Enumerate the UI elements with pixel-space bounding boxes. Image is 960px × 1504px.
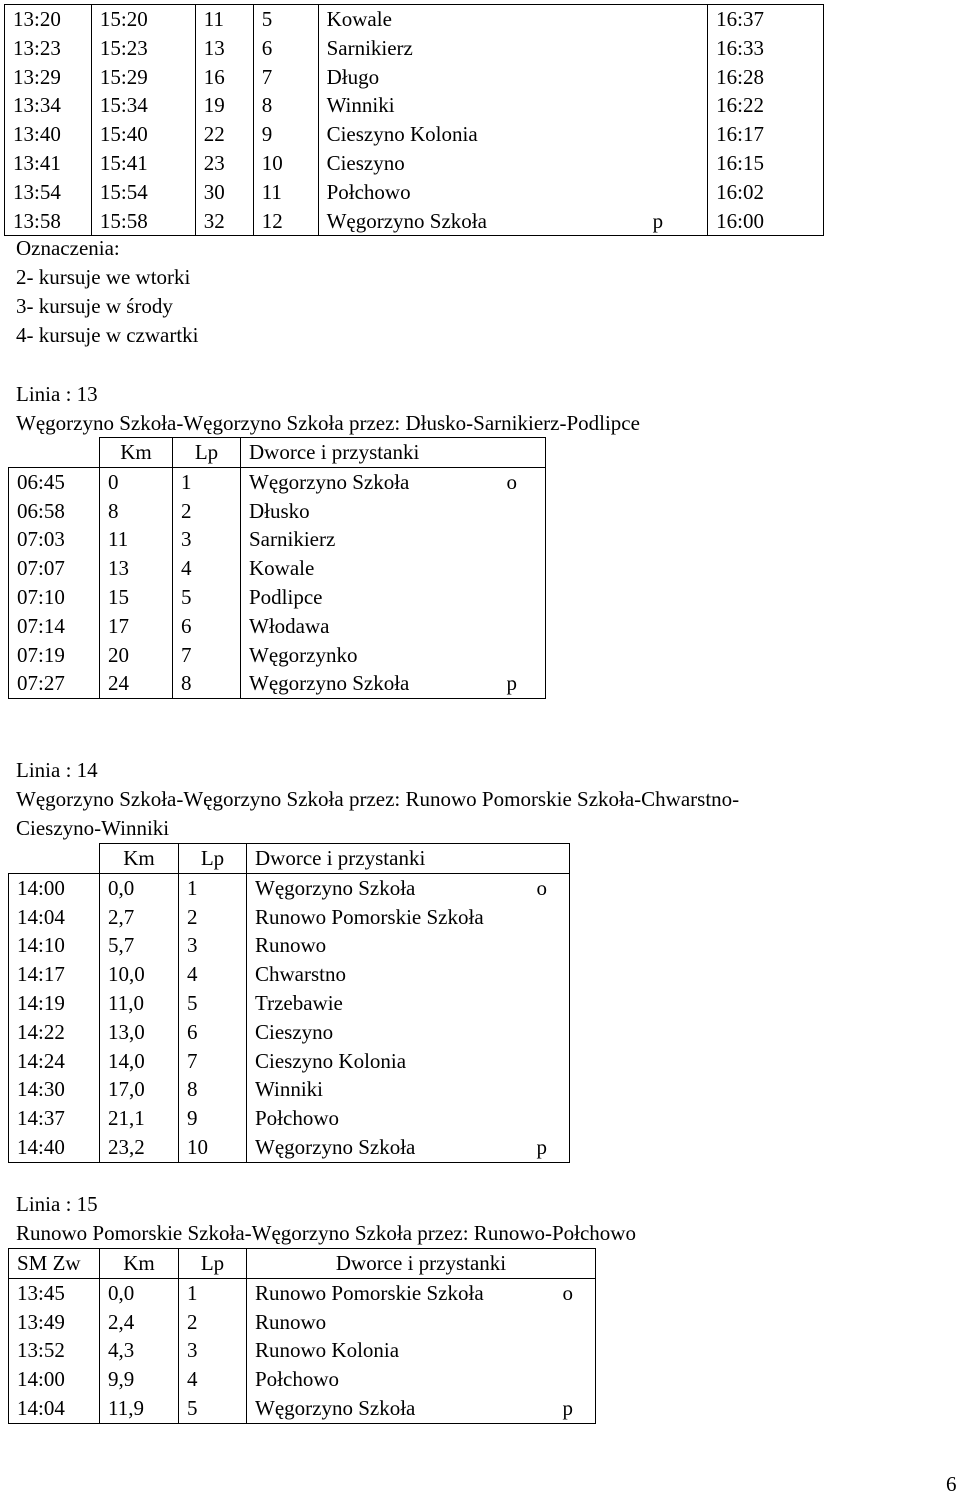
stop-name-wrap	[255, 1133, 569, 1162]
departure-time-cell: 15:20	[91, 5, 195, 34]
stop-number-cell: 8	[179, 1075, 247, 1104]
time-cell: 13:49	[9, 1308, 100, 1337]
stop-flag	[517, 583, 545, 612]
time-cell: 14:04	[9, 903, 100, 932]
stop-number-cell: 10	[179, 1133, 247, 1162]
header-stops: Dworce i przystanki	[247, 844, 570, 874]
arrival-time-cell: 16:15	[708, 149, 824, 178]
header-lp: Lp	[179, 1249, 247, 1279]
arrival-time-cell: 16:33	[708, 34, 824, 63]
stop-name-cell	[247, 1365, 596, 1394]
stop-name: Kowale	[326, 7, 392, 31]
time-cell: 07:19	[9, 641, 100, 670]
stop-name-wrap	[327, 149, 708, 178]
stop-number-cell: 3	[179, 931, 247, 960]
stop-name-cell	[318, 207, 708, 236]
time-cell: 13:52	[9, 1336, 100, 1365]
stop-name-cell	[247, 1018, 570, 1047]
departure-time-cell: 15:40	[91, 120, 195, 149]
time-cell: 07:10	[9, 583, 100, 612]
stop-name: Połchowo	[255, 1106, 339, 1131]
stop-number-cell: 8	[173, 669, 241, 698]
stop-number-cell: 5	[253, 5, 318, 34]
table-row	[5, 178, 824, 207]
stop-name-cell	[247, 1336, 596, 1365]
legend-item: 3- kursuje w środy	[16, 294, 173, 318]
time-cell: 07:14	[9, 612, 100, 641]
stop-name-cell	[318, 63, 708, 92]
stop-name: Węgorzyno Szkoła	[255, 875, 416, 900]
table-row	[9, 1133, 570, 1162]
line-title: Linia : 15	[16, 1192, 98, 1216]
km-cell: 11	[195, 5, 253, 34]
arrival-time-cell: 16:37	[708, 5, 824, 34]
stop-name-cell	[247, 1047, 570, 1076]
stop-flag	[663, 63, 707, 92]
table-row	[5, 149, 824, 178]
stop-number-cell: 5	[179, 989, 247, 1018]
km-cell: 8	[100, 497, 173, 526]
time-cell: 14:00	[9, 1365, 100, 1394]
stop-flag	[573, 1336, 595, 1365]
km-cell: 0,0	[100, 873, 179, 902]
stop-name: Runowo	[255, 1309, 327, 1334]
km-cell: 5,7	[100, 931, 179, 960]
stop-name: Cieszyno Kolonia	[326, 122, 478, 147]
stop-name: Kowale	[249, 556, 315, 581]
stop-name-wrap	[255, 1018, 569, 1047]
time-cell: 14:10	[9, 931, 100, 960]
stop-flag	[547, 931, 569, 960]
stop-name-wrap	[255, 903, 569, 932]
header-time	[9, 438, 100, 468]
stop-name-wrap	[249, 583, 545, 612]
departure-time-cell: 15:54	[91, 178, 195, 207]
stop-name-cell	[247, 931, 570, 960]
time-cell: 06:58	[9, 497, 100, 526]
table-row	[9, 669, 546, 698]
legend-item: 4- kursuje w czwartki	[16, 323, 199, 347]
stop-name-cell	[318, 120, 708, 149]
line-title: Linia : 13	[16, 382, 98, 406]
stop-flag	[547, 1047, 569, 1076]
km-cell: 0	[100, 467, 173, 496]
km-cell: 0,0	[100, 1278, 179, 1307]
stop-number-cell: 4	[173, 554, 241, 583]
stop-name: Cieszyno	[255, 1019, 334, 1044]
time-cell: 14:00	[9, 873, 100, 902]
stop-name: Winniki	[255, 1077, 323, 1102]
km-cell: 15	[100, 583, 173, 612]
stop-name-cell	[247, 1308, 596, 1337]
route-description: Węgorzyno Szkoła-Węgorzyno Szkoła przez: Dłusko-Sarnikierz-Podlipce	[16, 411, 640, 435]
stop-flag	[547, 1018, 569, 1047]
stop-name-wrap	[255, 931, 569, 960]
stop-flag	[517, 497, 545, 526]
km-cell: 16	[195, 63, 253, 92]
arrival-time-cell: 16:22	[708, 91, 824, 120]
table-row	[5, 207, 824, 236]
km-cell: 17,0	[100, 1075, 179, 1104]
stop-name-wrap	[255, 874, 569, 903]
stop-name-cell	[247, 1104, 570, 1133]
stop-name-cell	[318, 5, 708, 34]
km-cell: 23,2	[100, 1133, 179, 1162]
table-row	[9, 1394, 596, 1423]
departure-time-cell: 15:34	[91, 91, 195, 120]
stop-name: Sarnikierz	[249, 527, 336, 552]
stop-name-cell	[247, 1133, 570, 1162]
departure-time-cell: 13:20	[13, 7, 61, 31]
km-cell: 19	[195, 91, 253, 120]
table-row	[5, 91, 824, 120]
stop-name: Sarnikierz	[326, 35, 413, 60]
table-row	[5, 5, 824, 34]
table-row	[9, 960, 570, 989]
stop-number-cell: 5	[179, 1394, 247, 1423]
stop-name-cell	[247, 989, 570, 1018]
table-row	[9, 873, 570, 902]
stop-flag	[547, 903, 569, 932]
stop-name-cell	[241, 497, 546, 526]
table-row	[9, 989, 570, 1018]
stop-name-wrap	[249, 612, 545, 641]
table-row	[5, 120, 824, 149]
stop-name: Cieszyno	[326, 150, 405, 175]
header-time	[9, 844, 100, 874]
stop-flag	[517, 641, 545, 670]
stop-name: Węgorzyno Szkoła	[255, 1395, 416, 1420]
stop-name-cell	[318, 91, 708, 120]
stop-name-wrap	[327, 207, 708, 236]
stop-name-cell	[241, 612, 546, 641]
stop-name-cell	[247, 1394, 596, 1423]
header-stops: Dworce i przystanki	[247, 1249, 596, 1279]
time-cell: 07:27	[9, 669, 100, 698]
table-row	[9, 497, 546, 526]
time-cell: 14:37	[9, 1104, 100, 1133]
stop-name: Długo	[326, 64, 380, 89]
stop-flag: p	[536, 1134, 547, 1159]
stop-flag	[573, 1308, 595, 1337]
line-title: Linia : 14	[16, 758, 98, 782]
table-row	[9, 1336, 596, 1365]
time-cell: 06:45	[9, 467, 100, 496]
stop-name: Runowo Kolonia	[255, 1338, 400, 1363]
stop-number-cell: 2	[179, 903, 247, 932]
stop-flag	[547, 989, 569, 1018]
route-description: Runowo Pomorskie Szkoła-Węgorzyno Szkoła przez: Runowo-Połchowo	[16, 1221, 636, 1245]
stop-name-cell	[241, 467, 546, 496]
stop-name: Runowo Pomorskie Szkoła	[255, 1280, 484, 1305]
stop-name-wrap	[327, 5, 708, 34]
stop-number-cell: 1	[179, 1278, 247, 1307]
stop-name-cell	[241, 641, 546, 670]
stop-name-cell	[318, 178, 708, 207]
stop-name-wrap	[255, 1104, 569, 1133]
stop-name: Runowo	[255, 933, 327, 958]
stop-name-wrap	[327, 34, 708, 63]
km-cell: 11,9	[100, 1394, 179, 1423]
km-cell: 10,0	[100, 960, 179, 989]
stop-name-cell	[318, 149, 708, 178]
km-cell: 9,9	[100, 1365, 179, 1394]
stop-name: Węgorzyno Szkoła	[249, 671, 410, 696]
table-row	[5, 34, 824, 63]
km-cell: 24	[100, 669, 173, 698]
stop-flag: o	[562, 1280, 573, 1305]
route-description-cont: Cieszyno-Winniki	[16, 816, 170, 840]
km-cell: 30	[195, 178, 253, 207]
timetable-top	[4, 4, 824, 236]
stop-flag	[663, 5, 707, 34]
stop-name-wrap	[249, 669, 545, 698]
timetable-line-14	[8, 843, 570, 1163]
stop-name: Runowo Pomorskie Szkoła	[255, 904, 484, 929]
stop-name-cell	[247, 1278, 596, 1307]
stop-number-cell: 7	[173, 641, 241, 670]
stop-number-cell: 6	[179, 1018, 247, 1047]
stop-flag	[547, 1104, 569, 1133]
header-km: Km	[100, 1249, 179, 1279]
stop-name-wrap	[255, 1394, 595, 1423]
stop-number-cell: 3	[173, 525, 241, 554]
stop-name-cell	[241, 583, 546, 612]
departure-time-cell: 15:41	[91, 149, 195, 178]
departure-time-cell: 13:41	[13, 150, 61, 175]
timetable-line-13	[8, 437, 546, 699]
stop-name: Włodawa	[249, 613, 330, 638]
stop-name-wrap	[255, 1047, 569, 1076]
stop-name: Trzebawie	[255, 990, 343, 1015]
departure-time-cell: 13:54	[13, 179, 61, 204]
stop-number-cell: 9	[253, 120, 318, 149]
departure-time-cell: 13:23	[13, 35, 61, 60]
table-row	[9, 1018, 570, 1047]
page-number: 6	[946, 1472, 957, 1496]
arrival-time-cell: 16:17	[708, 120, 824, 149]
header-lp: Lp	[179, 844, 247, 874]
time-cell: 14:22	[9, 1018, 100, 1047]
stop-name-cell	[318, 34, 708, 63]
stop-number-cell: 5	[173, 583, 241, 612]
header-stops: Dworce i przystanki	[241, 438, 546, 468]
legend-item: 2- kursuje we wtorki	[16, 265, 191, 289]
departure-time-cell: 13:34	[13, 93, 61, 118]
km-cell: 13,0	[100, 1018, 179, 1047]
stop-name-wrap	[327, 63, 708, 92]
stop-number-cell: 10	[253, 149, 318, 178]
stop-flag	[663, 149, 707, 178]
km-cell: 22	[195, 120, 253, 149]
table-header-row	[9, 438, 546, 468]
table-row	[9, 525, 546, 554]
arrival-time-cell: 16:28	[708, 63, 824, 92]
table-row	[9, 467, 546, 496]
stop-name: Połchowo	[255, 1367, 339, 1392]
stop-name-cell	[247, 1075, 570, 1104]
stop-flag	[517, 612, 545, 641]
km-cell: 11,0	[100, 989, 179, 1018]
stop-flag: o	[536, 875, 547, 900]
stop-name: Połchowo	[326, 179, 411, 204]
km-cell: 4,3	[100, 1336, 179, 1365]
time-cell: 14:40	[9, 1133, 100, 1162]
stop-number-cell: 4	[179, 960, 247, 989]
stop-name-cell	[247, 903, 570, 932]
stop-flag	[517, 554, 545, 583]
stop-number-cell: 3	[179, 1336, 247, 1365]
header-lp: Lp	[173, 438, 241, 468]
stop-number-cell: 11	[253, 178, 318, 207]
table-header-row	[9, 1249, 596, 1279]
stop-name-wrap	[255, 1075, 569, 1104]
km-cell: 20	[100, 641, 173, 670]
km-cell: 13	[100, 554, 173, 583]
time-cell: 07:07	[9, 554, 100, 583]
stop-name-wrap	[255, 1279, 595, 1308]
departure-time-cell: 15:58	[91, 207, 195, 236]
km-cell: 11	[100, 525, 173, 554]
stop-name-wrap	[249, 525, 545, 554]
header-time: SM Zw	[9, 1249, 100, 1279]
stop-flag	[663, 178, 707, 207]
table-row	[9, 1104, 570, 1133]
stop-flag	[547, 1075, 569, 1104]
departure-time-cell: 15:29	[91, 63, 195, 92]
stop-number-cell: 8	[253, 91, 318, 120]
km-cell: 23	[195, 149, 253, 178]
stop-name-cell	[241, 554, 546, 583]
time-cell: 13:45	[9, 1278, 100, 1307]
stop-name-wrap	[249, 468, 545, 497]
departure-time-cell: 15:23	[91, 34, 195, 63]
stop-flag	[547, 960, 569, 989]
stop-name-wrap	[255, 960, 569, 989]
arrival-time-cell: 16:02	[708, 178, 824, 207]
header-km: Km	[100, 844, 179, 874]
stop-flag	[663, 91, 707, 120]
stop-name-wrap	[327, 91, 708, 120]
time-cell: 14:17	[9, 960, 100, 989]
km-cell: 13	[195, 34, 253, 63]
table-row	[9, 1278, 596, 1307]
stop-flag: p	[506, 671, 517, 696]
stop-name-cell	[241, 525, 546, 554]
km-cell: 32	[195, 207, 253, 236]
time-cell: 14:24	[9, 1047, 100, 1076]
stop-name: Cieszyno Kolonia	[255, 1048, 407, 1073]
stop-flag	[517, 525, 545, 554]
stop-number-cell: 9	[179, 1104, 247, 1133]
stop-name: Węgorzyno Szkoła	[326, 208, 487, 233]
stop-name: Chwarstno	[255, 962, 346, 987]
stop-number-cell: 6	[173, 612, 241, 641]
table-row	[9, 554, 546, 583]
stop-number-cell: 1	[173, 467, 241, 496]
stop-number-cell: 7	[179, 1047, 247, 1076]
table-row	[9, 612, 546, 641]
table-row	[9, 1308, 596, 1337]
stop-name-wrap	[255, 1308, 595, 1337]
table-row	[9, 903, 570, 932]
stop-name-wrap	[255, 1365, 595, 1394]
stop-name: Węgorzynko	[249, 642, 358, 667]
stop-name-wrap	[327, 120, 708, 149]
stop-name-wrap	[327, 178, 708, 207]
stop-number-cell: 6	[253, 34, 318, 63]
stop-name: Węgorzyno Szkoła	[255, 1134, 416, 1159]
km-cell: 21,1	[100, 1104, 179, 1133]
km-cell: 17	[100, 612, 173, 641]
legend-heading: Oznaczenia:	[16, 236, 120, 260]
header-km: Km	[100, 438, 173, 468]
departure-time-cell: 13:40	[13, 122, 61, 147]
stop-flag	[663, 34, 707, 63]
km-cell: 2,7	[100, 903, 179, 932]
table-row	[5, 63, 824, 92]
route-description: Węgorzyno Szkoła-Węgorzyno Szkoła przez: Runowo Pomorskie Szkoła-Chwarstno-	[16, 787, 740, 811]
table-header-row	[9, 844, 570, 874]
table-row	[9, 1047, 570, 1076]
stop-flag: p	[652, 208, 664, 233]
stop-name-cell	[247, 873, 570, 902]
table-row	[9, 1075, 570, 1104]
stop-name-wrap	[255, 1336, 595, 1365]
table-row	[9, 931, 570, 960]
stop-name-wrap	[249, 554, 545, 583]
stop-number-cell: 2	[179, 1308, 247, 1337]
time-cell: 14:04	[9, 1394, 100, 1423]
stop-name-cell	[241, 669, 546, 698]
stop-flag	[663, 120, 707, 149]
stop-number-cell: 1	[179, 873, 247, 902]
time-cell: 07:03	[9, 525, 100, 554]
stop-flag	[573, 1365, 595, 1394]
stop-name: Podlipce	[249, 584, 323, 609]
time-cell: 14:30	[9, 1075, 100, 1104]
table-row	[9, 583, 546, 612]
stop-name: Winniki	[326, 93, 395, 118]
stop-name: Dłusko	[249, 498, 310, 523]
stop-number-cell: 2	[173, 497, 241, 526]
time-cell: 14:19	[9, 989, 100, 1018]
stop-name: Węgorzyno Szkoła	[249, 469, 410, 494]
stop-name-wrap	[249, 641, 545, 670]
km-cell: 14,0	[100, 1047, 179, 1076]
stop-flag: p	[562, 1395, 573, 1420]
stop-number-cell: 12	[253, 207, 318, 236]
stop-name-wrap	[249, 497, 545, 526]
stop-name-cell	[247, 960, 570, 989]
departure-time-cell: 13:58	[13, 208, 61, 233]
table-row	[9, 1365, 596, 1394]
stop-number-cell: 7	[253, 63, 318, 92]
stop-name-wrap	[255, 989, 569, 1018]
km-cell: 2,4	[100, 1308, 179, 1337]
departure-time-cell: 13:29	[13, 64, 61, 89]
stop-flag: o	[506, 469, 517, 494]
stop-number-cell: 4	[179, 1365, 247, 1394]
table-row	[9, 641, 546, 670]
arrival-time-cell: 16:00	[708, 207, 824, 236]
timetable-line-15	[8, 1248, 596, 1424]
